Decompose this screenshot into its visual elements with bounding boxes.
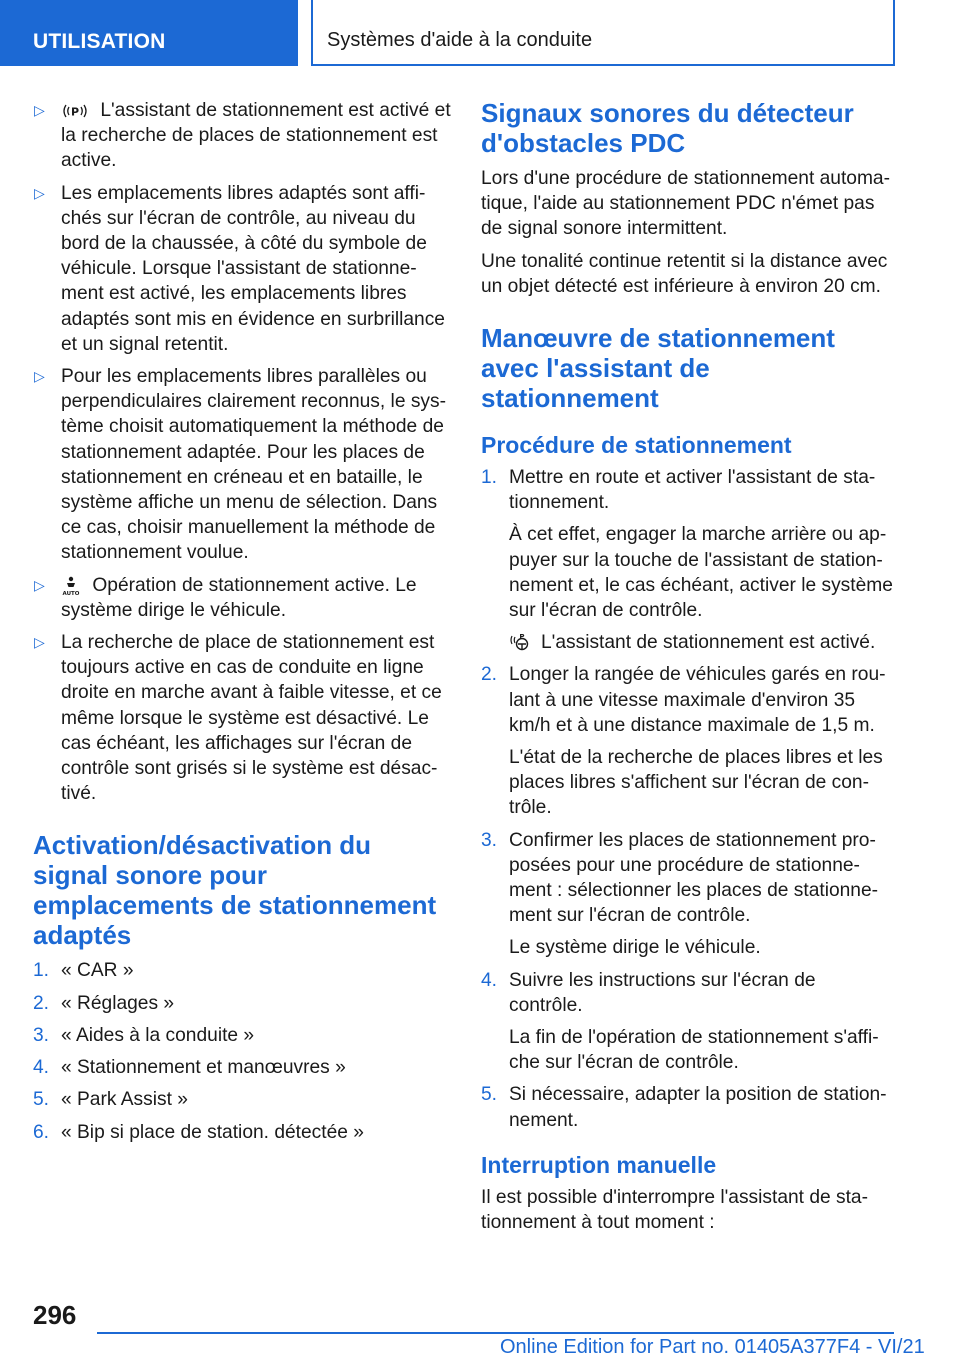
heading-procedure: Procédure de stationnement — [481, 432, 792, 459]
menu-step — [33, 958, 451, 983]
step-text: « Park Assist » — [61, 1089, 188, 1111]
bullet-triangle-icon: ▷ — [34, 576, 45, 593]
step-number: 4. — [33, 1057, 50, 1079]
step-text: Suivre les instructions sur l'écran de contrôle. — [509, 969, 816, 1016]
step-text: Mettre en route et activer l'assistant de sta‐tionnement. — [509, 467, 876, 514]
heading-manoeuvre: Manœuvre de stationnement avec l'assistant de stationnement — [481, 323, 835, 414]
step-detail: La fin de l'opération de stationnement s'affi‐che sur l'écran de contrôle. — [509, 1027, 879, 1074]
step-detail: Le système dirige le véhicule. — [509, 937, 761, 959]
bullet-item — [33, 573, 451, 623]
step-number: 1. — [33, 960, 50, 982]
right-column — [481, 98, 893, 1242]
icon-note — [509, 630, 893, 655]
step-number: 4. — [481, 969, 498, 991]
footer-edition: Online Edition for Part no. 01405A377F4 - VI/21 — [500, 1336, 925, 1358]
park-assist-icon — [61, 102, 89, 120]
paragraph: Il est possible d'interrompre l'assistant de sta‐tionnement à tout moment : — [481, 1186, 868, 1234]
bullet-triangle-icon: ▷ — [34, 634, 45, 651]
step-detail: L'état de la recherche de places libres et les places libres s'affichent sur l'écran de con‐trôle. — [509, 747, 883, 819]
menu-step — [33, 1120, 451, 1145]
step-number: 3. — [481, 829, 498, 851]
step-number: 5. — [481, 1084, 498, 1106]
step-number: 6. — [33, 1121, 50, 1143]
step-text: « Aides à la conduite » — [61, 1024, 255, 1046]
step-number: 5. — [33, 1089, 50, 1111]
step-text: « Réglages » — [61, 992, 175, 1014]
step-detail: À cet effet, engager la marche arrière ou ap‐puyer sur la touche de l'assistant de station‐nement et, le cas échéant, activer le système sur l'écran de contrôle. — [509, 524, 893, 622]
auto-steer-icon — [61, 575, 81, 597]
step-number: 2. — [481, 664, 498, 686]
svg-text:AUTO: AUTO — [62, 590, 80, 597]
bullet-text: La recherche de place de stationnement est toujours active en cas de conduite en ligne droite en marche avant à faible vitesse, et ce même lorsque le système est désactivé. Le cas échéant, les affichages sur l'écran de contrôle sont grisés si le système est désac‐tivé. — [61, 632, 442, 805]
bullet-triangle-icon: ▷ — [34, 184, 45, 201]
section-tab — [0, 0, 298, 66]
topic-title: Systèmes d'aide à la conduite — [327, 29, 593, 51]
step-number: 2. — [33, 992, 50, 1014]
bullet-item — [33, 98, 451, 174]
section-title: UTILISATION — [33, 30, 166, 53]
topic-box — [311, 0, 895, 66]
step-text: « Stationnement et manœuvres » — [61, 1057, 346, 1079]
bullet-text: L'assistant de stationnement est activé et la recherche de places de stationnement est active. — [61, 100, 451, 172]
menu-step — [33, 1087, 451, 1112]
bullet-item — [33, 364, 451, 566]
heading-pdc: Signaux sonores du détecteur d'obstacles PDC — [481, 98, 854, 158]
step-text: « CAR » — [61, 960, 134, 982]
svg-text:P: P — [70, 105, 80, 119]
procedure-step — [481, 1082, 893, 1132]
heading-activation: Activation/désactivation du signal sonore pour emplacements de stationnement adaptés — [33, 830, 437, 951]
paragraph: Une tonalité continue retentit si la distance avec un objet détecté est inférieure à environ 20 cm. — [481, 250, 888, 297]
procedure-step — [481, 662, 893, 738]
bullet-item — [33, 630, 451, 806]
bullet-text: Les emplacements libres adaptés sont affi‐chés sur l'écran de contrôle, au niveau du bord de la chaussée, à côté du symbole de véhicule. Lorsque l'assistant de stationne‐ment est activé, les emplacements libres adaptés sont mis en évidence en surbrillance et un signal retentit. — [61, 182, 445, 355]
menu-step — [33, 1055, 451, 1080]
step-text: Confirmer les places de stationnement pro‐posées pour une procédure de stationne‐ment : sélectionner les places de stationne‐ment sur l'écran de contrôle. — [509, 829, 879, 927]
bullet-item — [33, 181, 451, 357]
step-number: 3. — [33, 1024, 50, 1046]
step-text: Longer la rangée de véhicules garés en rou‐lant à une vitesse maximale d'environ 35 km/h et à une distance maximale de 1,5 m. — [509, 664, 886, 736]
left-column — [33, 98, 451, 1152]
bullet-text: Pour les emplacements libres parallèles ou perpendiculaires clairement reconnus, le sys‐tème choisit automatiquement la méthode de stationnement adaptée. Pour les places de stationnement en créneau et en bataille, le système affiche un menu de sélection. Dans ce cas, choisir manuellement la méthode de stationnement voulue. — [61, 366, 446, 564]
step-text: « Bip si place de station. détectée » — [61, 1121, 364, 1143]
procedure-step — [481, 968, 893, 1018]
procedure-step — [481, 465, 893, 515]
menu-step — [33, 1023, 451, 1048]
park-assist-steer-icon — [509, 632, 535, 654]
heading-interruption: Interruption manuelle — [481, 1151, 717, 1178]
page-header — [0, 0, 960, 66]
icon-note-text: L'assistant de stationnement est activé. — [541, 632, 876, 654]
menu-step — [33, 991, 451, 1016]
paragraph: Lors d'une procédure de stationnement automa‐tique, l'aide au stationnement PDC n'émet pas de signal sonore intermittent. — [481, 168, 890, 240]
bullet-triangle-icon: ▷ — [34, 368, 45, 385]
step-number: 1. — [481, 467, 498, 489]
footer-divider — [97, 1332, 894, 1334]
bullet-text: Opération de stationnement active. Le système dirige le véhicule. — [61, 574, 417, 621]
svg-text:P: P — [519, 633, 525, 642]
bullet-triangle-icon: ▷ — [34, 102, 45, 118]
page-number: 296 — [33, 1300, 77, 1330]
step-text: Si nécessaire, adapter la position de station‐nement. — [509, 1084, 887, 1131]
procedure-step — [481, 828, 893, 929]
